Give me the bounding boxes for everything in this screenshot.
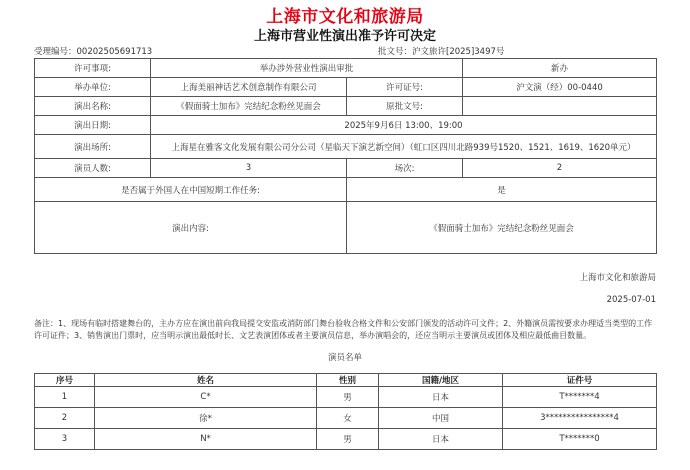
performers-value: 3 (151, 159, 347, 178)
document-title: 上海市营业性演出准予许可决定 (253, 29, 436, 44)
cast-gender: 男 (317, 387, 379, 408)
show-date-label: 演出日期: (35, 116, 151, 135)
cast-table (34, 373, 657, 450)
show-content-value: 《假面骑士加布》完结纪念粉丝见面会 (347, 202, 657, 254)
venue-label: 演出场所: (35, 135, 151, 159)
show-name-label: 演出名称: (35, 97, 151, 116)
column-header: 序号 (35, 374, 95, 387)
show-date-value: 2025年9月6日 13:00、19:00 (151, 116, 657, 135)
agency-name: 上海市文化和旅游局 (266, 7, 424, 27)
column-header: 证件号 (503, 374, 657, 387)
cast-header-row (35, 374, 657, 387)
show-content-label: 演出内容: (35, 202, 347, 254)
venue-value: 上海星在雅客文化发展有限公司分公司（星临天下演艺新空间）（虹口区四川北路939号1520、1521、1619、1620单元） (151, 135, 657, 159)
table-row (35, 159, 657, 178)
cast-nationality: 日本 (379, 387, 503, 408)
table-row (35, 116, 657, 135)
cast-gender: 女 (317, 408, 379, 429)
column-header: 姓名 (95, 374, 317, 387)
approval-number: 批文号：沪文旅许[2025]3497号 (378, 47, 505, 57)
column-header: 性别 (317, 374, 379, 387)
cast-nationality: 日本 (379, 429, 503, 450)
sessions-label: 场次: (347, 159, 463, 178)
table-row (35, 387, 657, 408)
column-header: 国籍/地区 (379, 374, 503, 387)
table-row (35, 429, 657, 450)
cast-seq: 1 (35, 387, 95, 408)
permit-value: 沪文演（经）00-0440 (463, 78, 657, 97)
remarks: 备注：1、现场有临时搭建舞台的，主办方应在演出前向我局提交安监或消防部门舞台验收合格文件和公安部门颁发的活动许可文件；2、外籍演员需按要求办理适当类型的工作许可证件；3、销售演出门票时，应当明示演出最低时长、文艺表演团体或者主要演员信息，举办演唱会的，还应当明示主要演员或团体及相应最低曲目数量。 (34, 319, 653, 340)
permit-label: 许可证号: (347, 78, 463, 97)
cast-nationality: 中国 (379, 408, 503, 429)
cast-seq: 2 (35, 408, 95, 429)
acceptance-number: 受理编号：00202505691713 (34, 47, 153, 57)
cast-id-number: T*******4 (503, 387, 657, 408)
foreign-work-question: 是否属于外国人在中国短期工作任务: (35, 178, 347, 202)
performers-label: 演员人数: (35, 159, 151, 178)
cast-name: 徐* (95, 408, 317, 429)
license-table (34, 58, 657, 254)
table-row (35, 408, 657, 429)
original-approval-label: 原批文号: (347, 97, 463, 116)
organizer-value: 上海美丽神话艺术创意制作有限公司 (151, 78, 347, 97)
table-row (35, 178, 657, 202)
issue-date: 2025-07-01 (606, 295, 656, 305)
license-item-status: 新办 (463, 59, 657, 78)
table-row (35, 97, 657, 116)
license-item-label: 许可事项: (35, 59, 151, 78)
issuing-authority: 上海市文化和旅游局 (579, 273, 656, 283)
cast-name: C* (95, 387, 317, 408)
show-name-value: 《假面骑士加布》完结纪念粉丝见面会 (151, 97, 347, 116)
original-approval-value (463, 97, 657, 116)
sessions-value: 2 (463, 159, 657, 178)
cast-id-number: T*******0 (503, 429, 657, 450)
cast-name: N* (95, 429, 317, 450)
table-row (35, 202, 657, 254)
cast-gender: 男 (317, 429, 379, 450)
organizer-label: 举办单位: (35, 78, 151, 97)
cast-seq: 3 (35, 429, 95, 450)
cast-list-title: 演员名单 (327, 353, 362, 363)
cast-id-number: 3****************4 (503, 408, 657, 429)
table-row (35, 78, 657, 97)
table-row (35, 135, 657, 159)
foreign-work-answer: 是 (347, 178, 657, 202)
license-item-value: 举办涉外营业性演出审批 (151, 59, 463, 78)
table-row (35, 59, 657, 78)
